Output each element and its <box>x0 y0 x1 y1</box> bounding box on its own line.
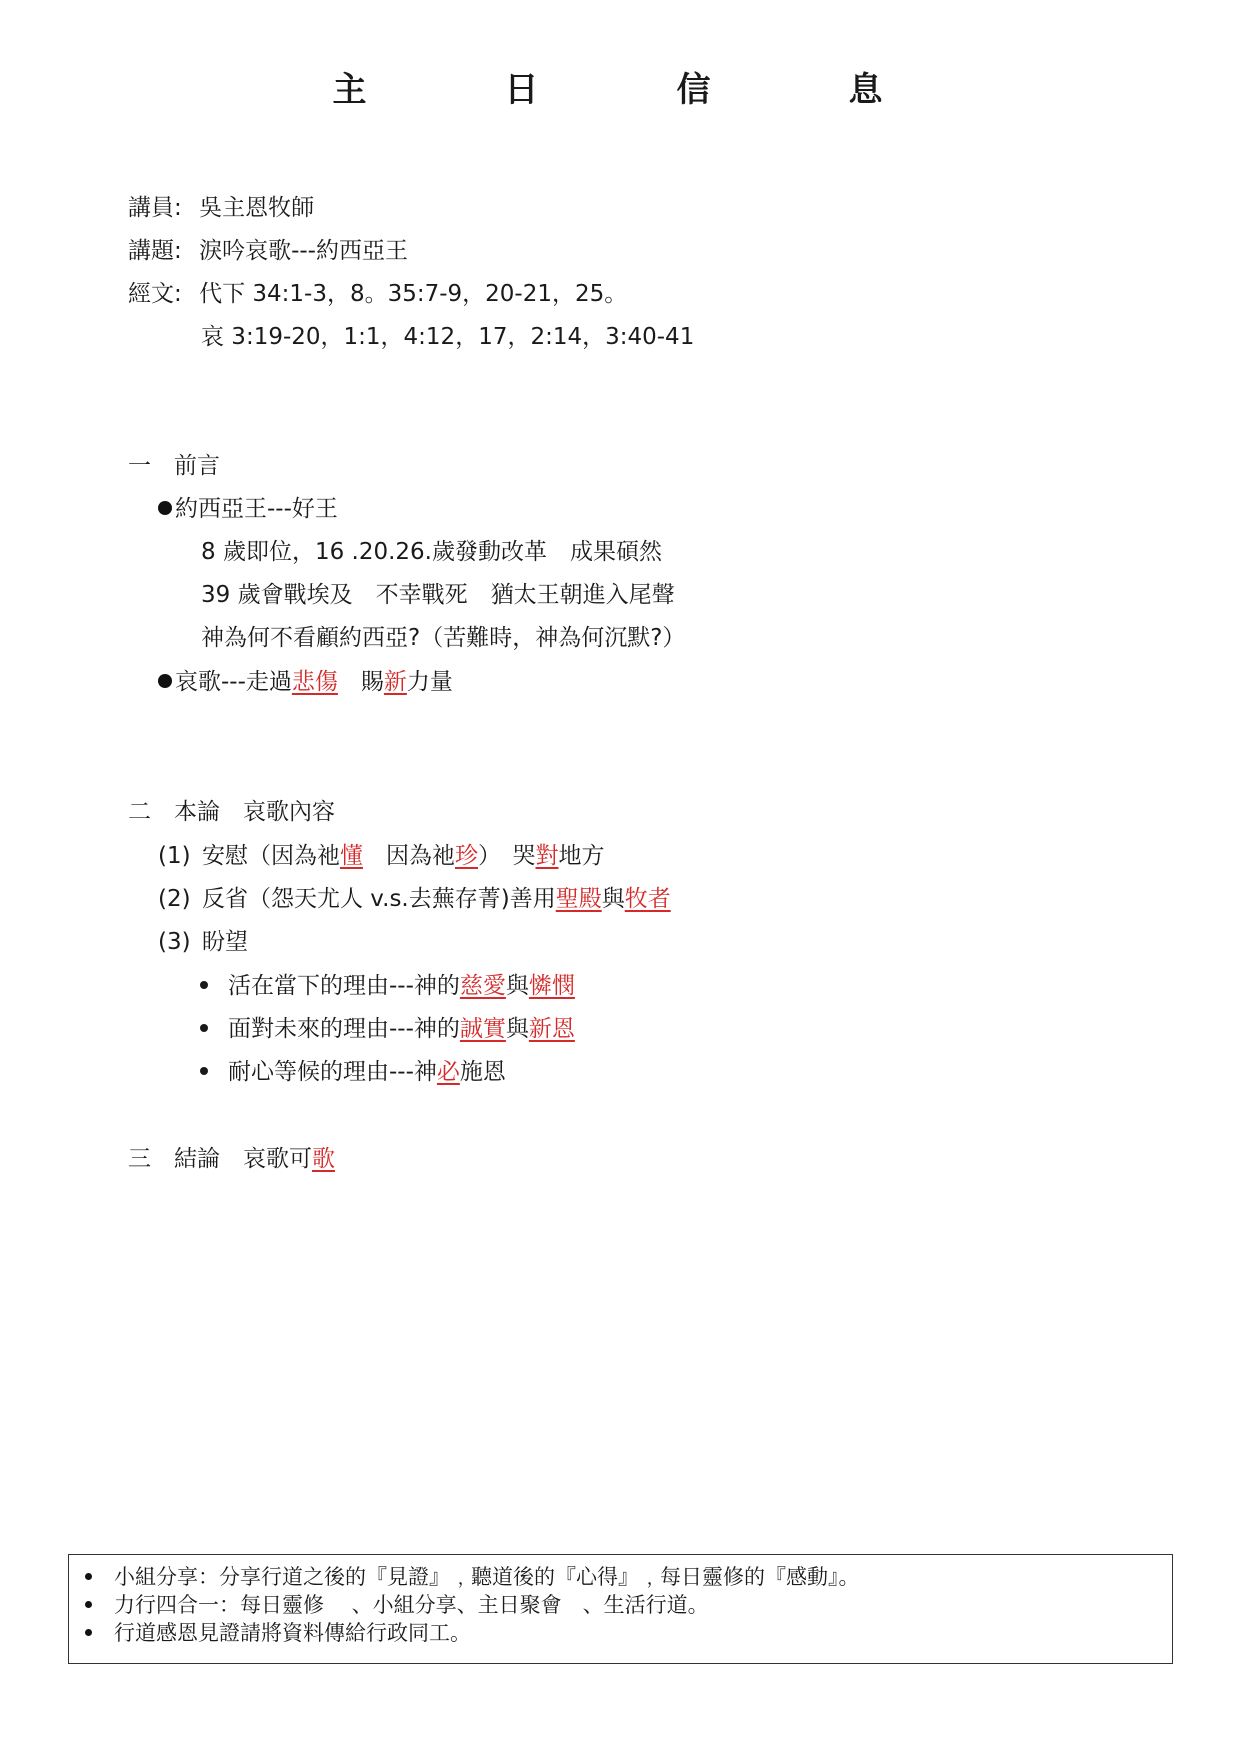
hope-bullet-2 <box>200 1014 575 1044</box>
point-number: (2) <box>158 886 191 912</box>
bullet-icon <box>85 1629 92 1636</box>
section-2-heading: 二 本論 哀歌內容 <box>128 799 335 825</box>
note-text: 小組分享：分享行道之後的『見證』﹐聽道後的『心得』﹐每日靈修的『感動』。 <box>114 1565 860 1589</box>
bullet-icon <box>85 1601 92 1608</box>
speaker-row <box>128 193 314 223</box>
highlight-word: 歌 <box>312 1146 335 1172</box>
section-1-heading: 一 前言 <box>128 453 220 479</box>
bullet-icon <box>158 501 172 515</box>
note-item <box>85 1565 860 1589</box>
point-text: 因為祂 <box>363 843 455 869</box>
item-1-title: 約西亞王---好王 <box>175 496 338 522</box>
point-1 <box>158 841 605 871</box>
point-text: 地方 <box>558 843 605 869</box>
item-2-text: 賜 <box>337 669 384 695</box>
highlight-word: 懂 <box>340 843 363 869</box>
highlight-word: 憐憫 <box>528 973 575 999</box>
item-2-text: 哀歌---走過 <box>175 669 292 695</box>
note-item <box>85 1621 471 1645</box>
point-2 <box>158 884 671 914</box>
item-1-line-1: 8 歲即位，16 .20.26.歲發動改革 成果碩然 <box>201 539 662 565</box>
point-text: 反省（怨天尤人 v.s.去蕪存菁)善用 <box>202 886 556 912</box>
speaker-name: 吳主恩牧師 <box>199 195 315 221</box>
topic-row <box>128 236 408 266</box>
point-number: (1) <box>158 843 191 869</box>
point-text: 安慰（因為祂 <box>202 843 340 869</box>
point-text: 盼望 <box>202 929 248 955</box>
highlight-word: 對 <box>535 843 559 869</box>
topic-label: 講題: <box>128 238 182 264</box>
scripture-row <box>128 279 627 309</box>
item-2-text: 力量 <box>406 669 453 695</box>
page-title: 主 日 信 息 <box>332 70 935 110</box>
note-text: 行道感恩見證請將資料傳給行政同工。 <box>114 1621 471 1645</box>
highlight-word: 新恩 <box>528 1016 575 1042</box>
highlight-word: 必 <box>436 1059 460 1085</box>
point-text: ） 哭 <box>478 843 536 869</box>
point-text: 與 <box>601 886 625 912</box>
highlight-word: 珍 <box>455 843 478 869</box>
item-1-line-2: 39 歲會戰埃及 不幸戰死 猶太王朝進入尾聲 <box>201 582 675 608</box>
point-number: (3) <box>158 929 191 955</box>
scripture-line-1: 代下 34:1-3，8。35:7-9，20-21，25。 <box>199 281 628 307</box>
hope-bullet-3 <box>200 1057 506 1087</box>
scripture-line-2: 哀 3:19-20，1:1，4:12，17，2:14，3:40-41 <box>201 324 695 350</box>
point-3 <box>158 927 248 957</box>
note-item <box>85 1593 709 1617</box>
highlight-word: 悲傷 <box>291 669 338 695</box>
bullet-text: 與 <box>505 1016 529 1042</box>
speaker-label: 講員: <box>128 195 182 221</box>
bullet-text: 與 <box>505 973 529 999</box>
highlight-word: 牧者 <box>624 886 671 912</box>
note-text: 力行四合一：每日靈修 、小組分享、主日聚會 、生活行道。 <box>114 1593 709 1617</box>
highlight-word: 聖殿 <box>555 886 602 912</box>
notes-box <box>68 1554 1173 1664</box>
section-3-text: 三 結論 哀歌可 <box>128 1146 312 1172</box>
topic-text: 淚吟哀歌---約西亞王 <box>199 238 408 264</box>
section-3-heading <box>128 1144 335 1174</box>
section-1-item-1 <box>158 494 338 524</box>
bullet-icon <box>85 1573 92 1580</box>
highlight-word: 誠實 <box>459 1016 506 1042</box>
bullet-icon <box>200 1024 208 1032</box>
bullet-icon <box>200 981 208 989</box>
item-1-line-3: 神為何不看顧約西亞?（苦難時，神為何沉默?） <box>201 625 686 651</box>
hope-bullet-1 <box>200 971 575 1001</box>
bullet-icon <box>200 1067 208 1075</box>
scripture-label: 經文: <box>128 281 182 307</box>
bullet-text: 活在當下的理由---神的 <box>228 973 460 999</box>
highlight-word: 新 <box>383 669 407 695</box>
bullet-text: 面對未來的理由---神的 <box>228 1016 460 1042</box>
bullet-icon <box>158 674 172 688</box>
bullet-text: 施恩 <box>459 1059 506 1085</box>
section-1-item-2 <box>158 667 453 697</box>
highlight-word: 慈愛 <box>459 973 506 999</box>
bullet-text: 耐心等候的理由---神 <box>228 1059 437 1085</box>
